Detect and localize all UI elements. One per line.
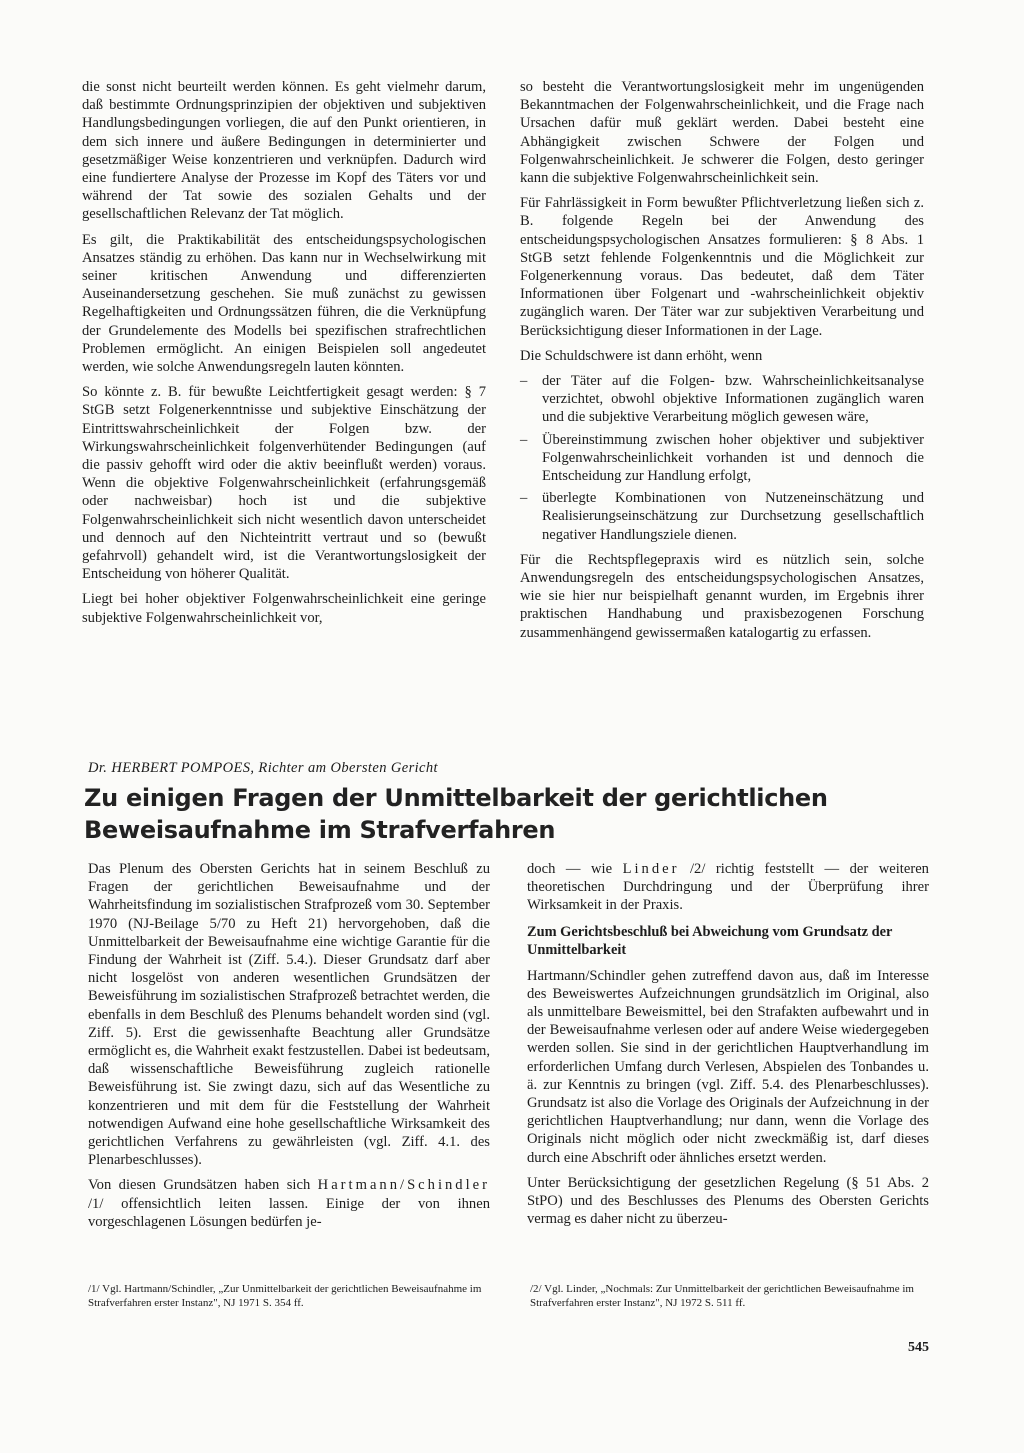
paragraph: Es gilt, die Praktikabilität des entscheidungspsychologischen Ansatzes ständig zu erhöhen. Das kann nur in Wechselwirkung mit seiner kritischen Anwendung und differenzierten Auseinandersetzung geschehen. Sie muß zunächst zu gewissen Regelhaftigkeiten und Ordnungssätzen führen, die die Verknüpfung der Grundelemente des Modells bei spezifischen strafrechtlichen Problemen ermöglicht. An einigen Beispielen soll angedeutet werden, wie solche Anwendungsregeln lauten könnten. [82, 231, 486, 376]
footnote-2: /2/ Vgl. Linder, „Nochmals: Zur Unmittelbarkeit der gerichtlichen Beweisaufnahme im Strafverfahren erster Instanz", NJ 1972 S. 511 ff. [530, 1283, 914, 1309]
author-reference: Hartmann/Schindler [317, 1177, 490, 1194]
page-number: 545 [908, 1340, 929, 1355]
paragraph: Unter Berücksichtigung der gesetzlichen Regelung (§ 51 Abs. 2 StPO) und des Beschlusses des Plenums des Obersten Gerichts vermag es daher nicht zu überzeu- [527, 1174, 929, 1228]
list-item: – der Täter auf die Folgen- bzw. Wahrscheinlichkeitsanalyse verzichtet, obwohl objektive Informationen zugänglich waren und die subjektive Verarbeitung möglich gewesen wäre, [520, 372, 924, 427]
paragraph: So könnte z. B. für bewußte Leichtfertigkeit gesagt werden: § 7 StGB setzt Folgenerkenntnisse und subjektive Einschätzung der Eintrittswahrscheinlichkeit der Folgen bzw. der Wirkungswahrscheinlichkeit folgenverhütender Bedingungen (auf die passiv gehofft wird oder die aktiv beeinflußt werden) voraus. Wenn die objektive Folgenwahrscheinlichkeit (erfahrungsgemäß oder nachweisbar) hoch ist und die subjektive Folgenwahrscheinlichkeit sich nicht wesentlich davon unterscheidet und dennoch auf den Nichteintritt vertraut und so (bewußt gefahrvoll) gehandelt wird, ist die Verantwortungslosigkeit der Entscheidung von höherer Qualität. [82, 384, 486, 583]
text-span: doch — wie [527, 861, 613, 877]
paragraph: Liegt bei hoher objektiver Folgenwahrscheinlichkeit eine geringe subjektive Folgenwahrscheinlichkeit vor, [82, 591, 486, 626]
paragraph: Hartmann/Schindler gehen zutreffend davon aus, daß im Interesse des Beweiswertes Aufzeichnungen grundsätzlich im Original, also als unmittelbare Beweismittel, bei den Strafakten aufbewahrt und in der Beweisaufnahme verlesen oder auf andere Weise wiedergegeben werden sollen. Sie sind in der gerichtlichen Hauptverhandlung im erforderlichen Umfang durch Verlesen, Abspielen des Tonbandes u. ä. zur Kenntnis zu bringen (vgl. Ziff. 5.4. des Plenarbeschlusses). Grundsatz ist also die Vorlage des Originals der Aufzeichnung in der gerichtlichen Hauptverhandlung; nur dann, wenn die Vorlage des Originals nicht möglich oder nicht zweckmäßig ist, darf dieses durch eine Abschrift oder ähnliches ersetzt werden. [527, 967, 929, 1166]
author-line: Dr. HERBERT POMPOES, Richter am Obersten Gericht [88, 760, 438, 776]
text-span: Von diesen Grundsätzen haben sich [88, 1177, 311, 1194]
footnote-1: /1/ Vgl. Hartmann/Schindler, „Zur Unmittelbarkeit der gerichtlichen Beweisaufnahme im Strafverfahren erster Instanz", NJ 1971 S. 354 ff. [88, 1283, 482, 1309]
top-right-column [520, 78, 924, 649]
paragraph [527, 860, 929, 915]
bottom-right-column [527, 860, 929, 1235]
paragraph: Die Schuldschwere ist dann erhöht, wenn [520, 347, 763, 364]
paragraph [88, 1176, 490, 1231]
paragraph: Das Plenum des Obersten Gerichts hat in seinem Beschluß zu Fragen der gerichtlichen Beweisaufnahme und der Wahrheitsfindung im sozialistischen Strafprozeß vom 30. September 1970 (NJ-Beilage 5/70 zu Heft 21) hervorgehoben, daß die Unmittelbarkeit der Beweisaufnahme eine wichtige Garantie für die Findung der Wahrheit ist (Ziff. 5.4.). Dieser Grundsatz darf aber nicht losgelöst von anderen wesentlichen Grundsätzen der Beweisführung im sozialistischen Strafprozeß betrachtet werden, die ebenfalls in dem Beschluß des Plenums behandelt worden sind (vgl. Ziff. 5). Erst die gewissenhafte Beachtung aller Grundsätze ermöglicht es, die Wahrheit exakt festzustellen. Dabei ist bedeutsam, daß wissenschaftliche Beweisführung zugleich rationelle Beweisführung ist. Sie zwingt dazu, sich auf das Wesentliche zu konzentrieren und mit dem für die Feststellung der Wahrheit notwendigen Aufwand eine hohe gesellschaftliche Wirksamkeit des gerichtlichen Verfahrens zu gewährleisten (vgl. Ziff. 4.1. des Plenarbeschlusses). [88, 861, 490, 1169]
section-heading: Zum Gerichtsbeschluß bei Abweichung vom Grundsatz der Unmittelbarkeit [527, 923, 893, 958]
paragraph: Für die Rechtspflegepraxis wird es nützlich sein, solche Anwendungsregeln des entscheidungspsychologischen Ansatzes, wie sie hier nur beispielhaft genannt wurden, im Ergebnis ihrer praktischen Handhabung und praxisbezogenen Forschung zusammenhängend gewissermaßen katalogartig zu erfassen. [520, 551, 924, 641]
condition-list [520, 372, 924, 544]
bottom-left-column [88, 860, 490, 1238]
author-reference: Linder [622, 861, 680, 877]
paragraph: die sonst nicht beurteilt werden können. Es geht vielmehr darum, daß bestimmte Ordnungsprinzipien der objektiven und subjektiven Handlungsbedingungen vorliegen, die auf den Punkt orientieren, in dem sich innere und äußere Bedingungen in determinierter und gesetzmäßiger Weise konzentrieren und verknüpfen. Dadurch wird eine fundiertere Analyse der Prozesse im Kopf des Täters vor und während der Tat sowie des sozialen Gehalts und der gesellschaftlichen Relevanz der Tat möglich. [82, 79, 486, 223]
text-span: /1/ offensichtlich leiten lassen. Einige der von ihnen vorgeschlagenen Lösungen bedürfen je- [88, 1195, 490, 1230]
text-span: /2/ richtig feststellt — der weiteren theoretischen Durchdringung und der Überprüfung ihrer Wirksamkeit in der Praxis. [527, 861, 929, 914]
article-title: Zu einigen Fragen der Unmittelbarkeit der gerichtlichen Beweisaufnahme im Strafverfahren [84, 784, 828, 844]
list-item: – überlegte Kombinationen von Nutzeneinschätzung und Realisierungseinschätzung zur Durchsetzung gesellschaftlich negativer Handlungsziele dienen. [520, 489, 924, 544]
paragraph: so besteht die Verantwortungslosigkeit mehr im ungenügenden Bekanntmachen der Folgenwahrscheinlichkeit, und die Frage nach Ursachen dafür muß geklärt werden. Dabei besteht eine Abhängigkeit zwischen Schwere der Folgen und Folgenwahrscheinlichkeit. Je schwerer die Folgen, desto geringer kann die subjektive Folgenwahrscheinlichkeit sein. [520, 79, 924, 187]
list-item: – Übereinstimmung zwischen hoher objektiver und subjektiver Folgenwahrscheinlichkeit vorhanden ist und dennoch die Entscheidung zur Handlung erfolgt, [520, 431, 924, 486]
paragraph: Für Fahrlässigkeit in Form bewußter Pflichtverletzung ließen sich z. B. folgende Regeln bei der Anwendung des entscheidungspsychologischen Ansatzes formulieren: § 8 Abs. 1 StGB setzt fehlende Folgenkenntnis und die Möglichkeit zur Folgenerkennung voraus. Das bedeutet, daß dem Täter Informationen über Folgenart und -wahrscheinlichkeit objektiv zugänglich waren. Der Täter war zur subjektiven Verarbeitung und Berücksichtigung dieser Informationen in der Lage. [520, 195, 924, 339]
top-left-column [82, 78, 486, 634]
